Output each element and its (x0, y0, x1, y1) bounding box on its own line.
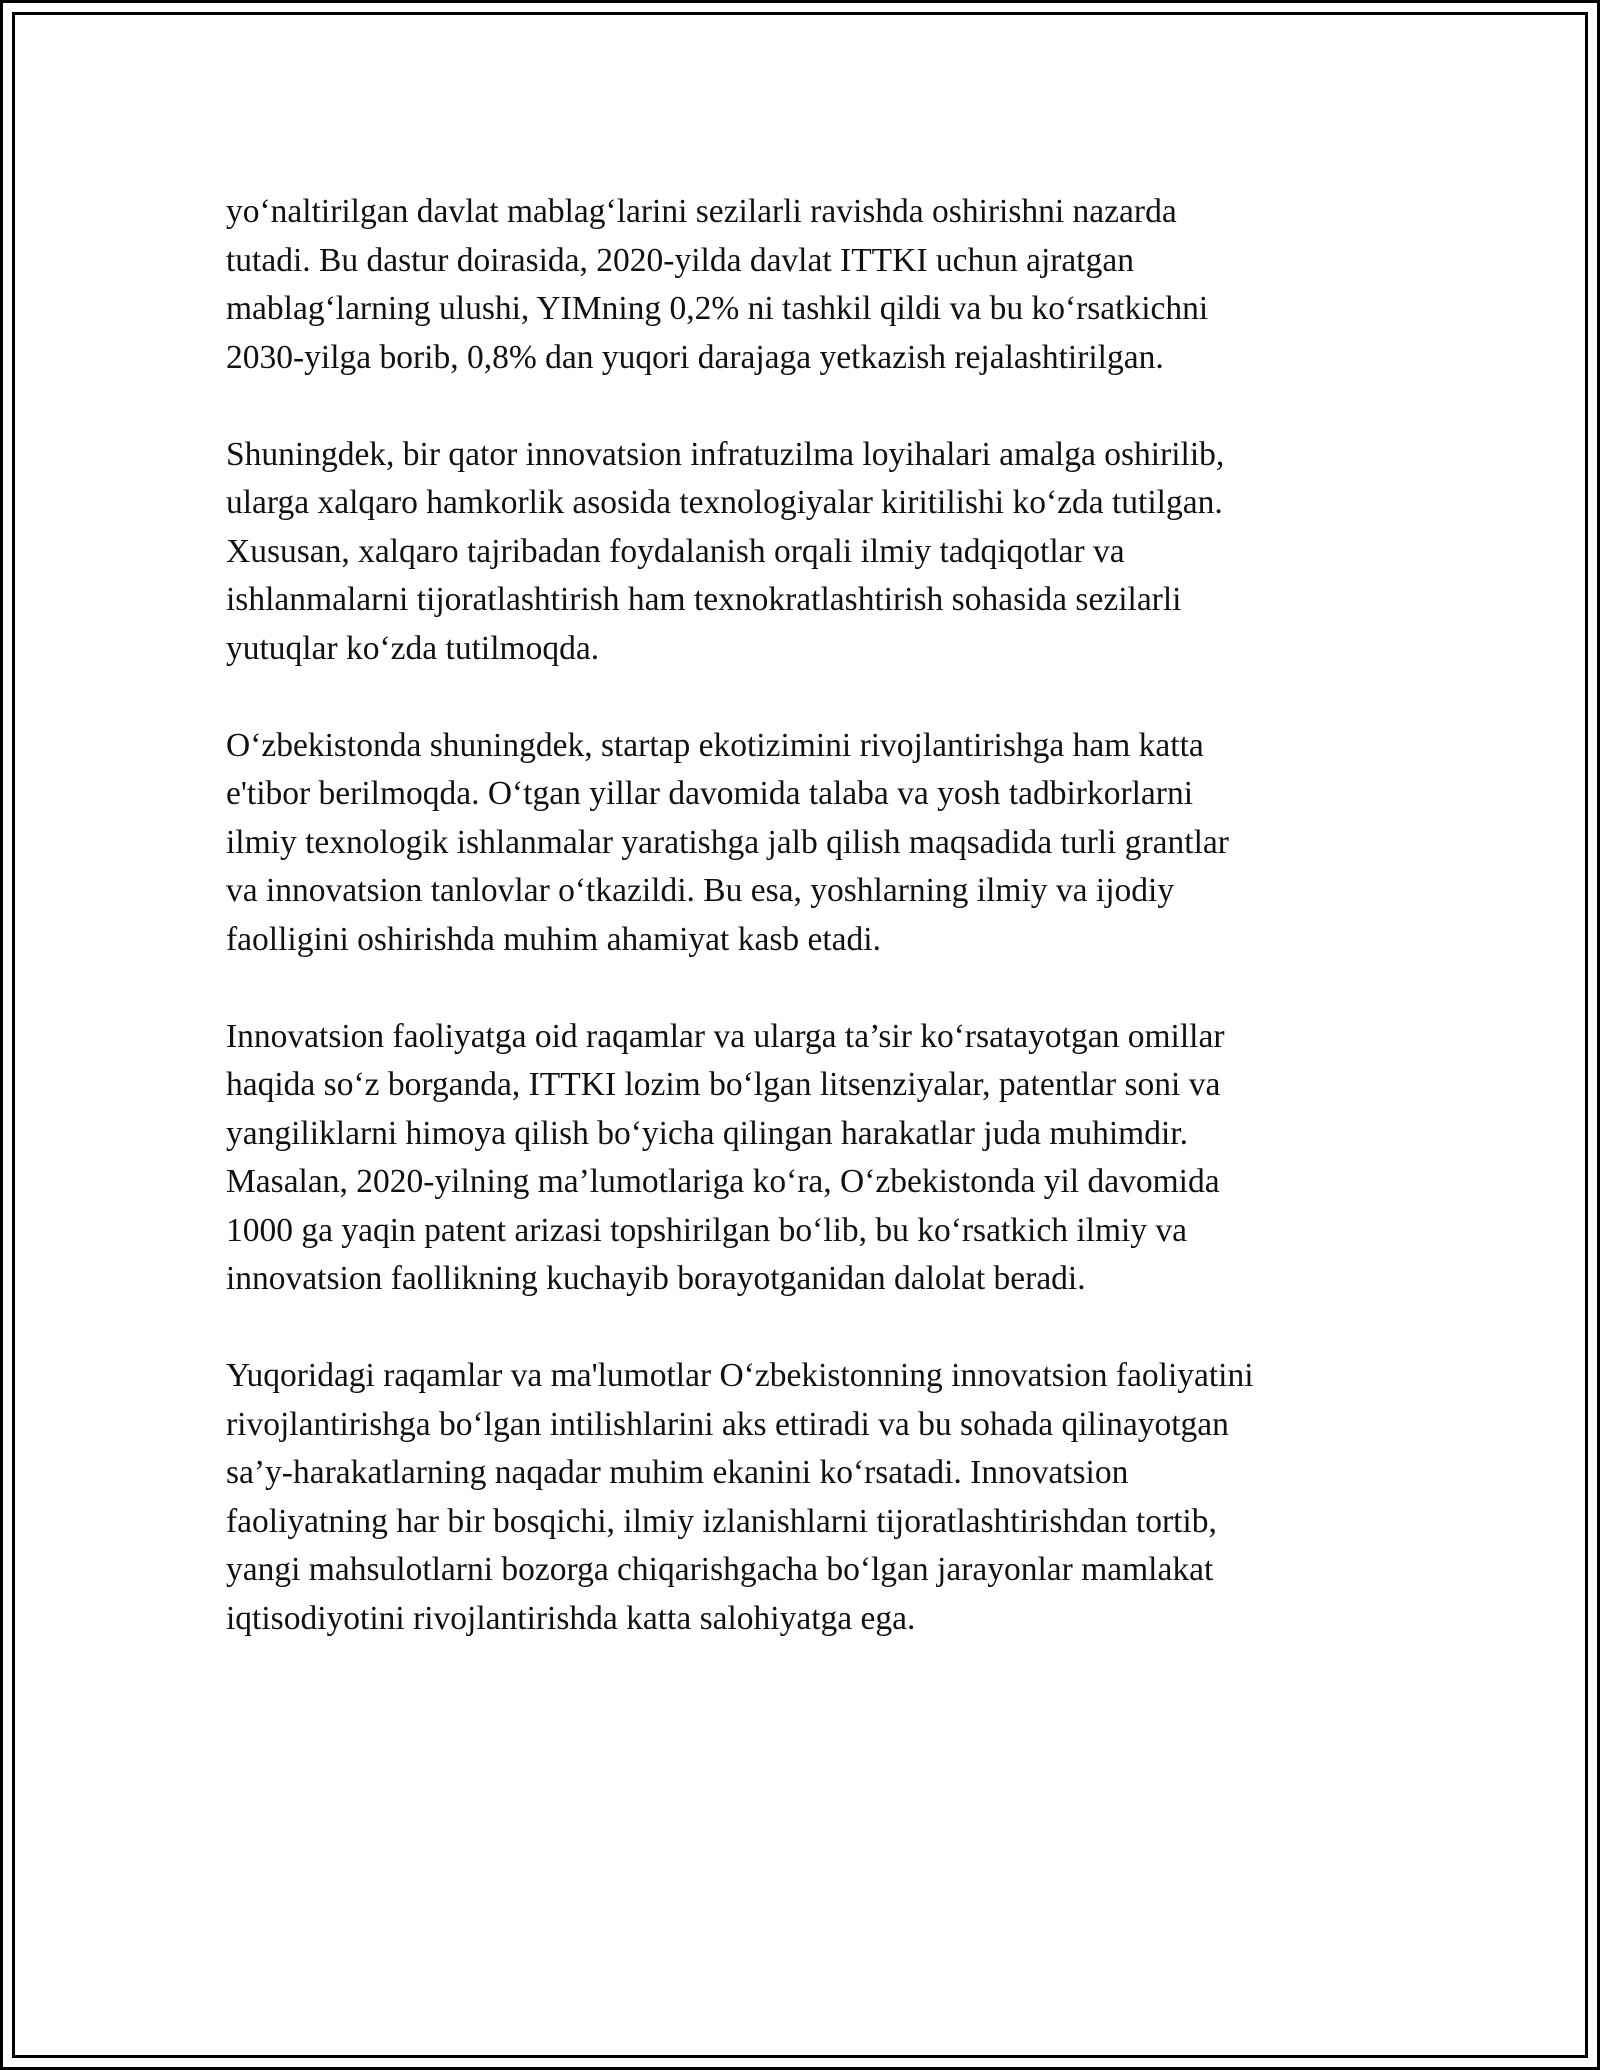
paragraph-conclusion: Yuqoridagi raqamlar va ma'lumotlar O‘zbekistonning innovatsion faoliyatini rivojlantirishga bo‘lgan intilishlarini aks ettiradi va bu sohada qilinayotgan sa’y-harakatlarning naqadar muhim ekanini ko‘rsatadi. Innovatsion faoliyatning har bir bosqichi, ilmiy izlanishlarni tijoratlashtirishdan tortib, yangi mahsulotlarni bozorga chiqarishgacha bo‘lgan jarayonlar mamlakat iqtisodiyotini rivojlantirishda katta salohiyatga ega. (226, 1357, 1254, 1637)
paragraph-funding: yo‘naltirilgan davlat mablag‘larini sezilarli ravishda oshirishni nazarda tutadi. Bu dastur doirasida, 2020-yilda davlat ITTKI uchun ajratgan mablag‘larning ulushi, YIMning 0,2% ni tashkil qildi va bu ko‘rsatkichni 2030-yilga borib, 0,8% dan yuqori darajaga yetkazish rejalashtirilgan. (226, 193, 1209, 376)
document-body (226, 188, 1406, 1643)
paragraph-startup-ecosystem: O‘zbekistonda shuningdek, startap ekotizimini rivojlantirishga ham katta e'tibor berilmoqda. O‘tgan yillar davomida talaba va yosh tadbirkorlarni ilmiy texnologik ishlanmalar yaratishga jalb qilish maqsadida turli grantlar va innovatsion tanlovlar o‘tkazildi. Bu esa, yoshlarning ilmiy va ijodiy faolligini oshirishda muhim ahamiyat kasb etadi. (226, 726, 1229, 958)
paragraph-infrastructure: Shuningdek, bir qator innovatsion infratuzilma loyihalari amalga oshirilib, ularga xalqaro hamkorlik asosida texnologiyalar kiritilishi ko‘zda tutilgan. Xususan, xalqaro tajribadan foydalanish orqali ilmiy tadqiqotlar va ishlanmalarni tijoratlashtirish ham texnokratlashtirish sohasida sezilarli yutuqlar ko‘zda tutilmoqda. (226, 435, 1225, 667)
paragraph-patents: Innovatsion faoliyatga oid raqamlar va ularga ta’sir ko‘rsatayotgan omillar haqida so‘z borganda, ITTKI lozim bo‘lgan litsenziyalar, patentlar soni va yangiliklarni himoya qilish bo‘yicha qilingan harakatlar juda muhimdir. Masalan, 2020-yilning ma’lumotlariga ko‘ra, O‘zbekistonda yil davomida 1000 ga yaqin patent arizasi topshirilgan bo‘lib, bu ko‘rsatkich ilmiy va innovatsion faollikning kuchayib borayotganidan dalolat beradi. (226, 1017, 1225, 1297)
